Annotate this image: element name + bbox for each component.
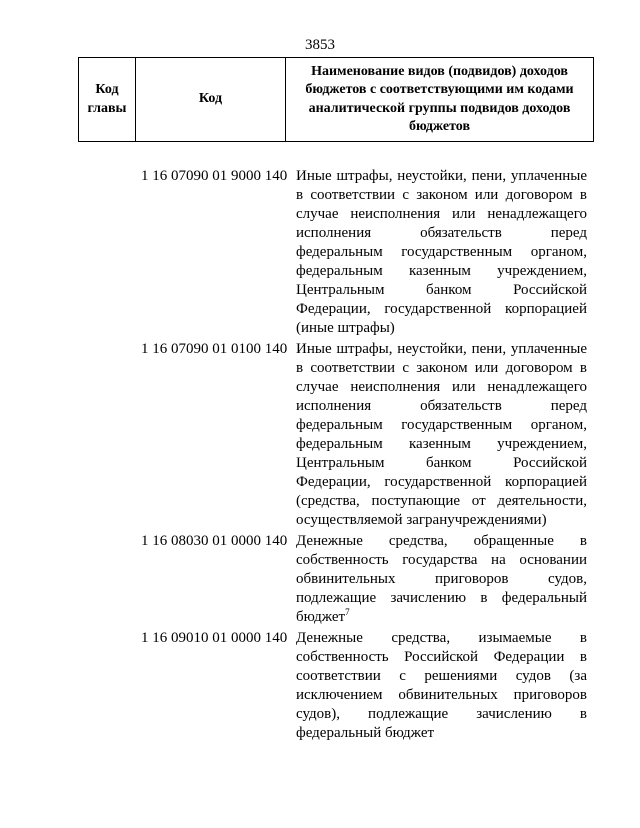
header-name: Наименование видов (подвидов) доходов бюджетов с соответствующими им кодами аналитической группы подвидов доходов бюджетов (286, 58, 594, 142)
description-text: Денежные средства, изымаемые в собственность Российской Федерации в соответствии с решениями судов (за исключением обвинительных приговоров судов), подлежащие зачислению в федеральный бюджет (296, 630, 587, 741)
header-chapter-code: Код главы (79, 58, 136, 142)
revenue-description (296, 629, 587, 743)
page-number: 3853 (305, 37, 335, 53)
description-text: Денежные средства, обращенные в собственность государства на основании обвинительных приговоров судов, подлежащие зачислению в федеральный бюджет (296, 533, 587, 625)
revenue-description (296, 167, 587, 338)
revenue-description (296, 340, 587, 530)
revenue-description (296, 532, 587, 627)
description-text: Иные штрафы, неустойки, пени, уплаченные в соответствии с законом или договором в случае неисполнения или ненадлежащего исполнения обязательств перед федеральным государственным органом, федеральным казенным учреждением, Центральным банком Российской Федерации, государственной корпорацией (иные штрафы) (296, 168, 587, 336)
revenue-code: 1 16 07090 01 0100 140 (141, 341, 288, 357)
list-item (0, 167, 640, 338)
revenue-code: 1 16 09010 01 0000 140 (141, 630, 288, 646)
entries-list (0, 167, 640, 745)
list-item (0, 532, 640, 627)
list-item (0, 629, 640, 743)
revenue-code: 1 16 08030 01 0000 140 (141, 533, 288, 549)
header-code: Код (136, 58, 286, 142)
footnote-marker: 7 (345, 607, 350, 617)
list-item (0, 340, 640, 530)
description-text: Иные штрафы, неустойки, пени, уплаченные в соответствии с законом или договором в случае неисполнения или ненадлежащего исполнения обязательств перед федеральным государственным органом, федеральным казенным учреждением, Центральным банком Российской Федерации, государственной корпорацией (средства, поступающие от деятельности, осуществляемой загранучреждениями) (296, 341, 587, 528)
revenue-code: 1 16 07090 01 9000 140 (141, 168, 288, 184)
header-row (79, 58, 594, 142)
column-header-table (78, 57, 594, 142)
